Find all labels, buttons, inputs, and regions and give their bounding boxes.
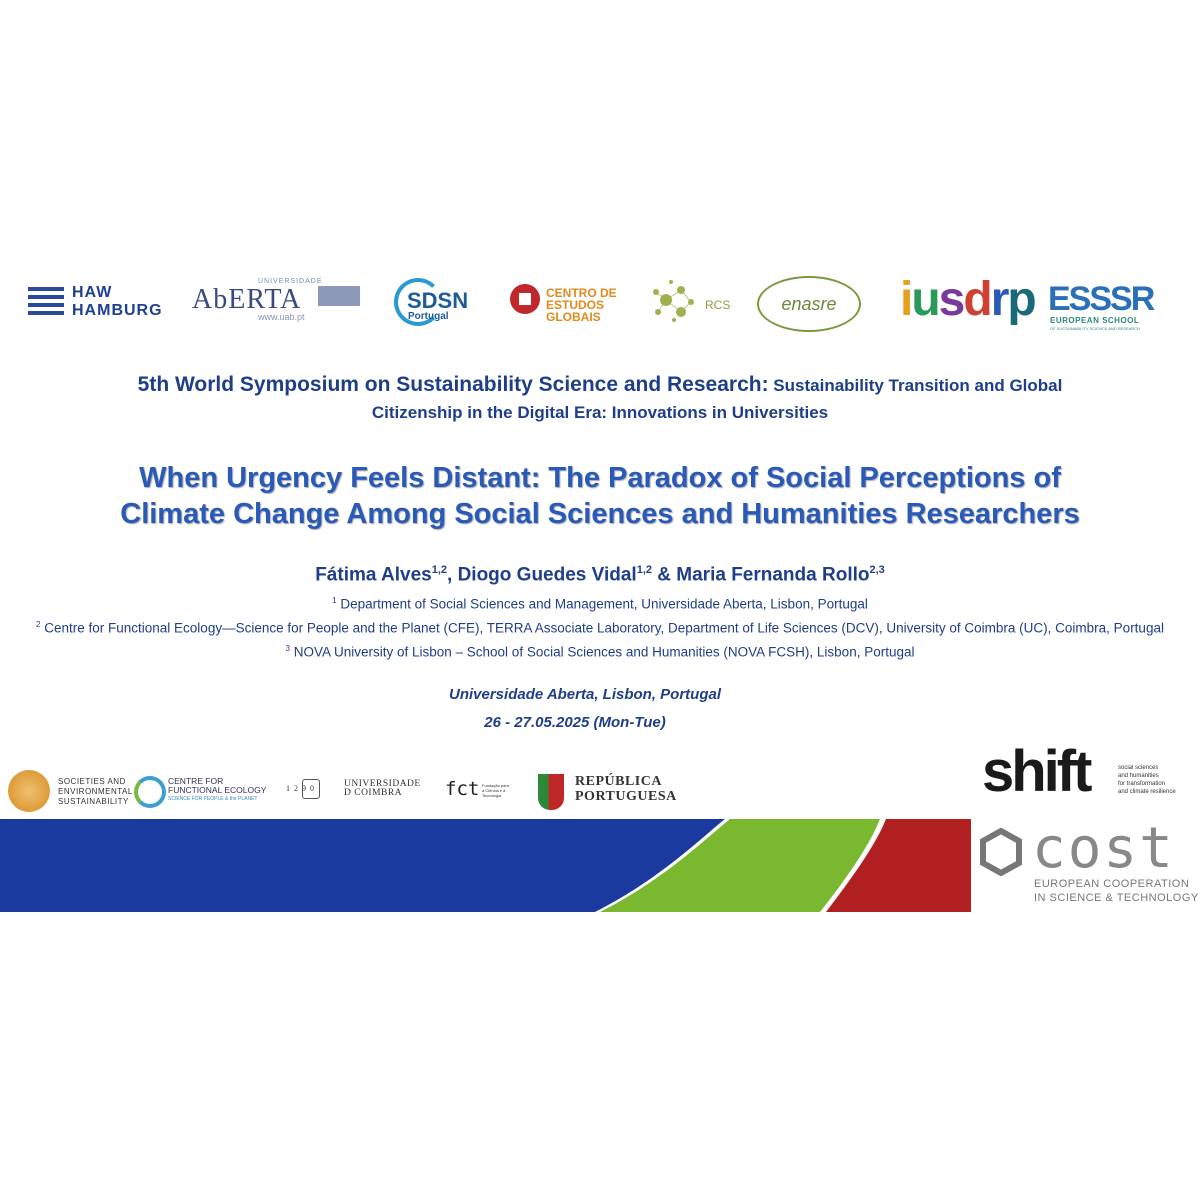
affiliation-3-sup: 3 bbox=[285, 644, 290, 653]
esssr-sub-label-2: OF SUSTAINABILITY SCIENCE AND RESEARCH bbox=[1050, 326, 1141, 331]
author-1: Fátima Alves bbox=[315, 564, 432, 586]
author-1-sup: 1,2 bbox=[431, 564, 448, 576]
ceg-line1: CENTRO DE bbox=[546, 286, 617, 300]
affiliation-2-text: Centre for Functional Ecology—Science for People and the Planet (CFE), TERRA Associate Laboratory, Department of Life Sciences (DCV), University of Coimbra (UC), Coimbra, Portugal bbox=[40, 620, 1164, 636]
iusdrp-i: i bbox=[900, 273, 912, 326]
ceg-g-icon-cutout bbox=[519, 293, 531, 305]
sdsn-sub-label: Portugal bbox=[408, 311, 449, 322]
republica-portuguesa-logo bbox=[575, 774, 677, 804]
conference-title-line2: Citizenship in the Digital Era: Innovations in Universities bbox=[371, 403, 829, 422]
ses-logo bbox=[58, 777, 133, 807]
affiliation-2 bbox=[0, 620, 1200, 636]
affiliation-3-text: NOVA University of Lisbon – School of Social Sciences and Humanities (NOVA FCSH), Lisbon, Portugal bbox=[289, 644, 915, 660]
iusdrp-d: d bbox=[963, 273, 991, 326]
esssr-logo: ESSSR bbox=[1048, 280, 1154, 318]
tricolor-band bbox=[0, 819, 971, 912]
haw-hamburg-logo bbox=[72, 284, 163, 320]
fct-sub: Fundação para a Ciência e a Tecnologia bbox=[482, 783, 509, 798]
aberta-logo-block bbox=[318, 286, 360, 306]
republica-portuguesa-shield-icon bbox=[538, 774, 564, 810]
author-2-sup: 1,2 bbox=[636, 564, 652, 576]
universidade-aberta-logo: AbERTA bbox=[192, 284, 302, 315]
presentation-title-line1: When Urgency Feels Distant: The Paradox of Social Perceptions of bbox=[139, 462, 1061, 494]
affiliation-1-text: Department of Social Sciences and Management, Universidade Aberta, Lisbon, Portugal bbox=[336, 596, 868, 612]
cfe-logo bbox=[168, 777, 266, 795]
iusdrp-r: r bbox=[990, 273, 1008, 326]
venue: Universidade Aberta, Lisbon, Portugal bbox=[449, 686, 721, 703]
ses-line3: SUSTAINABILITY bbox=[58, 797, 129, 806]
rcs-logo: RCS bbox=[705, 298, 731, 312]
cost-sub-1: EUROPEAN COOPERATION bbox=[1034, 878, 1190, 890]
enasre-logo: enasre bbox=[781, 294, 837, 314]
sdsn-logo: SDSN bbox=[407, 288, 469, 313]
conference-theme-part1: Sustainability Transition and Global bbox=[768, 376, 1063, 395]
iusdrp-logo bbox=[900, 272, 1035, 327]
shift-sub-2: and humanities bbox=[1118, 773, 1159, 779]
cost-sub bbox=[1034, 877, 1199, 905]
iusdrp-p: p bbox=[1007, 273, 1035, 326]
cost-hexagon-icon bbox=[980, 828, 1022, 876]
shift-sub-3: for transformation bbox=[1118, 781, 1166, 787]
centro-estudos-globais-logo bbox=[546, 287, 617, 323]
esssr-sub-label: EUROPEAN SCHOOL bbox=[1050, 316, 1140, 325]
rp-line1: REPÚBLICA bbox=[575, 774, 662, 789]
shift-logo: shift bbox=[982, 739, 1090, 804]
affiliation-1 bbox=[0, 596, 1200, 612]
conference-title-line1 bbox=[0, 373, 1200, 397]
conference-name: 5th World Symposium on Sustainability Science and Research: bbox=[137, 373, 769, 396]
coimbra-seal-icon bbox=[302, 779, 320, 799]
ceg-line3: GLOBAIS bbox=[546, 310, 601, 324]
ses-line2: ENVIRONMENTAL bbox=[58, 787, 133, 796]
authors bbox=[0, 564, 1200, 586]
shift-sub-1: social sciences bbox=[1118, 765, 1159, 771]
author-2: , Diogo Guedes Vidal bbox=[447, 564, 637, 586]
affiliation-2-sup: 2 bbox=[36, 620, 41, 629]
aberta-url: www.uab.pt bbox=[258, 312, 305, 322]
event-dates: 26 - 27.05.2025 (Mon-Tue) bbox=[484, 714, 666, 731]
cost-sub-2: IN SCIENCE & TECHNOLOGY bbox=[1034, 892, 1199, 904]
shift-sub-4: and climate resilience bbox=[1118, 789, 1176, 795]
ses-logo-icon bbox=[8, 770, 50, 812]
author-3-sup: 2,3 bbox=[869, 564, 885, 576]
iusdrp-s: s bbox=[938, 273, 964, 326]
presentation-title-line2: Climate Change Among Social Sciences and Humanities Researchers bbox=[120, 498, 1080, 530]
ses-line1: SOCIETIES AND bbox=[58, 777, 126, 786]
coimbra-name: UNIVERSIDADE D COIMBRA bbox=[344, 779, 421, 798]
cfe-line2: FUNCTIONAL ECOLOGY bbox=[168, 785, 267, 795]
rp-line2: PORTUGUESA bbox=[575, 789, 677, 804]
author-3: & Maria Fernanda Rollo bbox=[652, 564, 870, 586]
iusdrp-u: u bbox=[911, 273, 939, 326]
cfe-ring-icon bbox=[134, 776, 166, 808]
affiliation-1-sup: 1 bbox=[332, 596, 337, 605]
cfe-line1: CENTRE FOR bbox=[168, 776, 224, 786]
presentation-title bbox=[40, 460, 1160, 532]
cfe-sub: SCIENCE FOR PEOPLE & the PLANET bbox=[168, 796, 258, 802]
affiliation-3 bbox=[0, 644, 1200, 660]
cost-logo: cost bbox=[1032, 816, 1175, 881]
rcs-network-icon bbox=[646, 270, 706, 330]
aberta-small-label: UNIVERSIDADE bbox=[258, 278, 323, 285]
fct-logo: fct bbox=[445, 778, 480, 800]
ceg-line2: ESTUDOS bbox=[546, 298, 605, 312]
coimbra-years: 1 2 9 0 bbox=[286, 784, 315, 793]
haw-hamburg-logo-icon bbox=[28, 287, 64, 323]
shift-sub bbox=[1118, 764, 1176, 796]
haw-text-line2: HAMBURG bbox=[72, 302, 163, 319]
haw-text-line1: HAW bbox=[72, 284, 113, 301]
